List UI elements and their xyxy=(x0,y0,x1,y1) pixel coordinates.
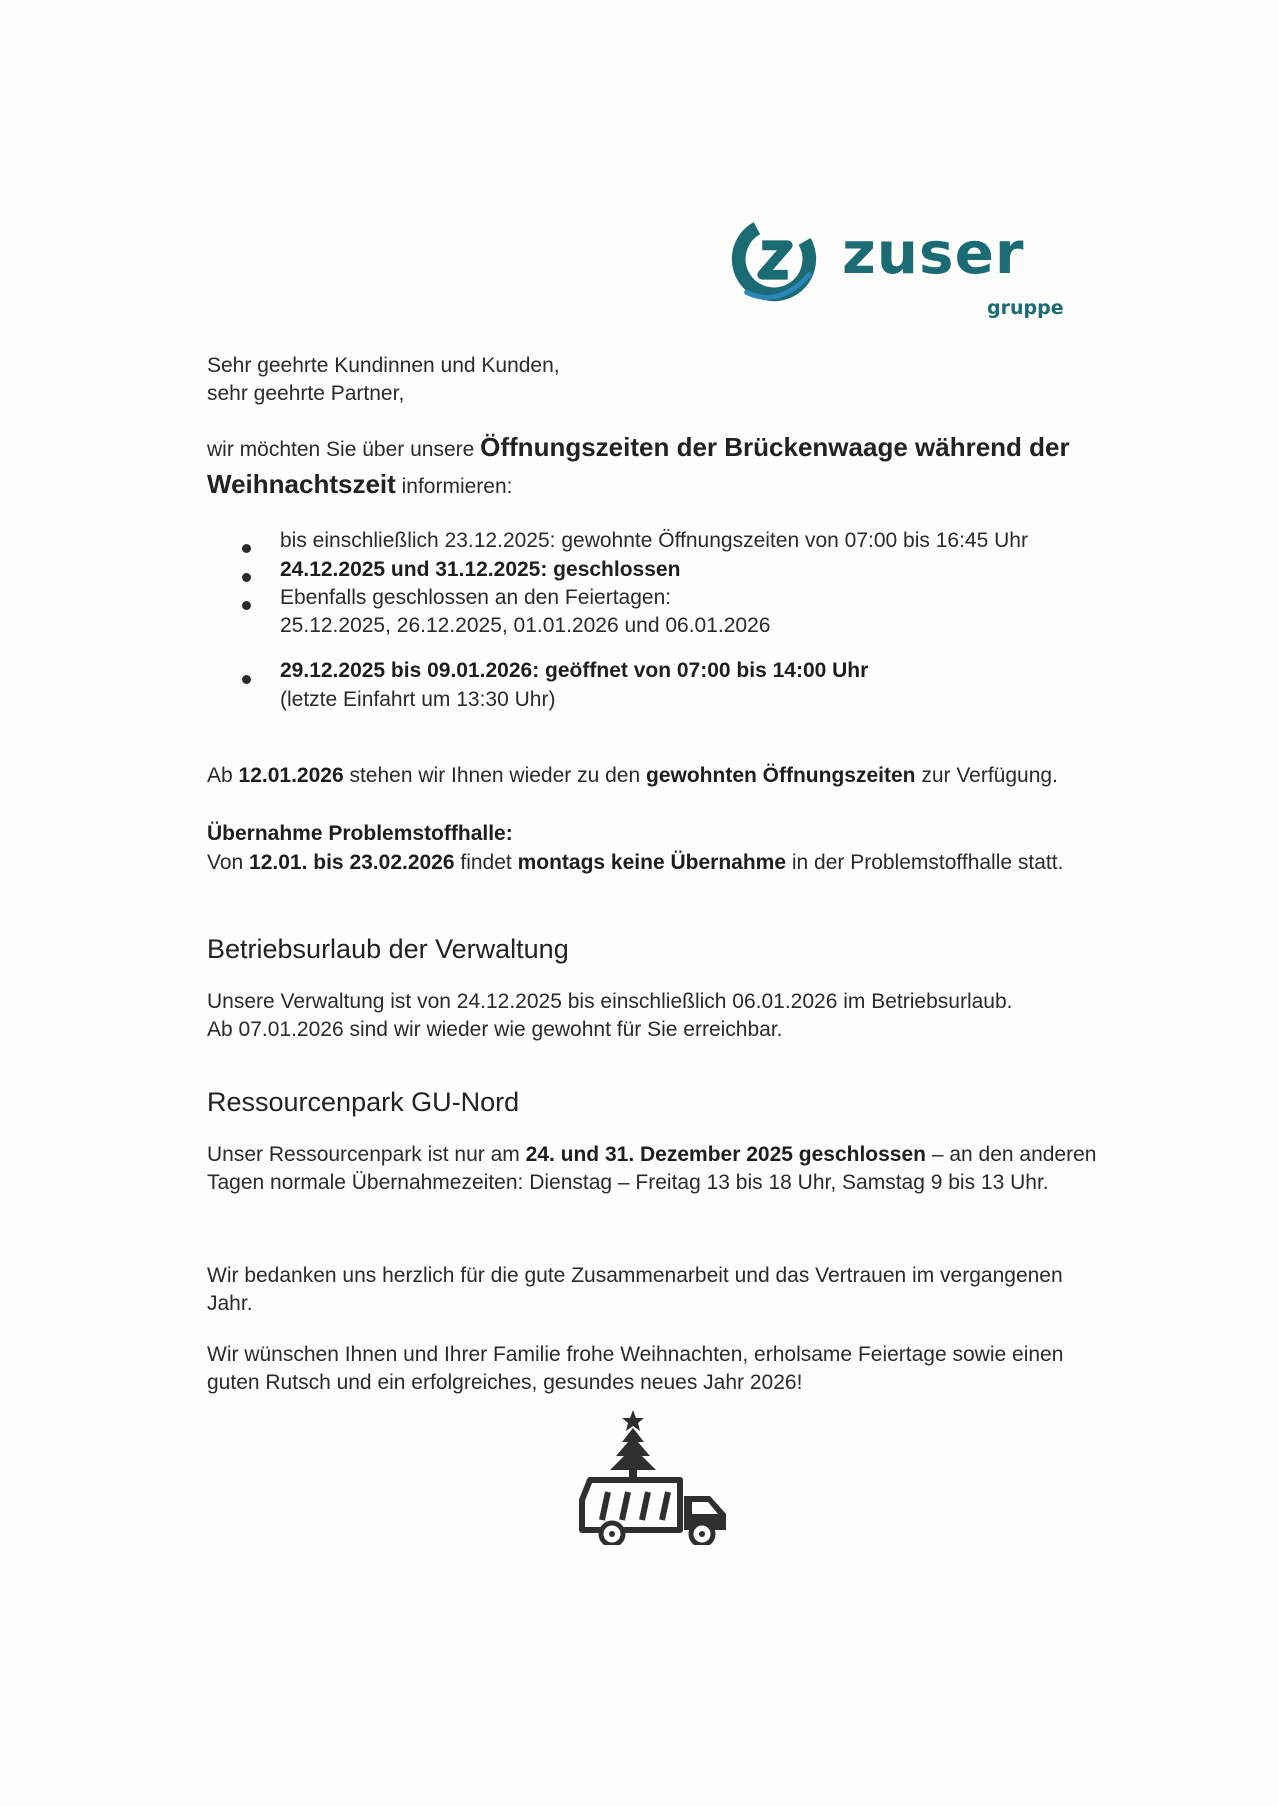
admin-heading: Betriebsurlaub der Verwaltung xyxy=(207,934,569,964)
intro-line-2 xyxy=(207,470,513,501)
park-heading: Ressourcenpark GU-Nord xyxy=(207,1087,520,1117)
park-emphasis: 24. und 31. Dezember 2025 geschlossen xyxy=(525,1143,926,1166)
bullet-item-4-line-1: 29.12.2025 bis 09.01.2026: geöffnet von 07:00 bis 14:00 Uhr xyxy=(280,659,869,682)
resume-text: Ab xyxy=(207,764,239,787)
zuser-logo-icon xyxy=(725,212,823,310)
resume-text-mid: stehen wir Ihnen wieder zu den xyxy=(343,764,646,787)
greeting-line-2: sehr geehrte Partner, xyxy=(207,382,405,405)
admin-line-1: Unsere Verwaltung ist von 24.12.2025 bis einschließlich 06.01.2026 im Betriebsurlaub. xyxy=(207,990,1013,1013)
bullet-item-2: 24.12.2025 und 31.12.2025: geschlossen xyxy=(280,558,681,581)
thanks-line-2: Jahr. xyxy=(207,1292,253,1315)
bullet-item-3-line-2: 25.12.2025, 26.12.2025, 01.01.2026 und 06.01.2026 xyxy=(280,614,771,637)
intro-emphasis-2: Weihnachtszeit xyxy=(207,469,396,499)
resume-paragraph xyxy=(207,762,1058,790)
bullet-dot xyxy=(242,573,251,582)
logo-wordmark: zuser xyxy=(842,219,1025,287)
intro-emphasis: Öffnungszeiten der Brückenwaage während der xyxy=(480,432,1070,462)
logo-subtitle: gruppe xyxy=(987,297,1064,319)
bullet-dot xyxy=(242,601,251,610)
problem-dates: 12.01. bis 23.02.2026 xyxy=(249,851,455,874)
intro-text: wir möchten Sie über unsere xyxy=(207,438,481,461)
wishes-line-1: Wir wünschen Ihnen und Ihrer Familie frohe Weihnachten, erholsame Feiertage sowie einen xyxy=(207,1343,1064,1366)
park-text: Unser Ressourcenpark ist nur am xyxy=(207,1143,526,1166)
resume-emphasis: gewohnten Öffnungszeiten xyxy=(646,764,916,787)
admin-line-2: Ab 07.01.2026 sind wir wieder wie gewohnt für Sie erreichbar. xyxy=(207,1018,783,1041)
intro-text-end: informieren: xyxy=(395,475,513,498)
park-line-1 xyxy=(207,1141,1096,1169)
bullet-item-4-line-2: (letzte Einfahrt um 13:30 Uhr) xyxy=(280,688,556,711)
resume-date: 12.01.2026 xyxy=(238,764,344,787)
bullet-item-1: bis einschließlich 23.12.2025: gewohnte Öffnungszeiten von 07:00 bis 16:45 Uhr xyxy=(280,529,1028,552)
bullet-dot xyxy=(242,544,251,553)
problem-emphasis: montags keine Übernahme xyxy=(517,851,786,874)
resume-text-end: zur Verfügung. xyxy=(915,764,1058,787)
problem-heading: Übernahme Problemstoffhalle: xyxy=(207,822,513,845)
park-text-end: – an den anderen xyxy=(925,1143,1097,1166)
problem-text-mid: findet xyxy=(454,851,518,874)
bullet-dot xyxy=(242,675,251,684)
thanks-line-1: Wir bedanken uns herzlich für die gute Zusammenarbeit und das Vertrauen im vergangenen xyxy=(207,1264,1063,1287)
company-logo xyxy=(725,212,1085,322)
problem-text-end: in der Problemstoffhalle statt. xyxy=(786,851,1064,874)
greeting-line-1: Sehr geehrte Kundinnen und Kunden, xyxy=(207,354,560,377)
wishes-line-2: guten Rutsch und ein erfolgreiches, gesundes neues Jahr 2026! xyxy=(207,1371,803,1394)
bullet-item-3-line-1: Ebenfalls geschlossen an den Feiertagen: xyxy=(280,586,672,609)
christmas-tree-garbage-truck-icon xyxy=(576,1410,736,1545)
park-line-2: Tagen normale Übernahmezeiten: Dienstag – Freitag 13 bis 18 Uhr, Samstag 9 bis 13 Uhr. xyxy=(207,1171,1049,1194)
problem-text: Von xyxy=(207,851,250,874)
problem-paragraph xyxy=(207,849,1063,877)
intro-line-1 xyxy=(207,433,1070,464)
